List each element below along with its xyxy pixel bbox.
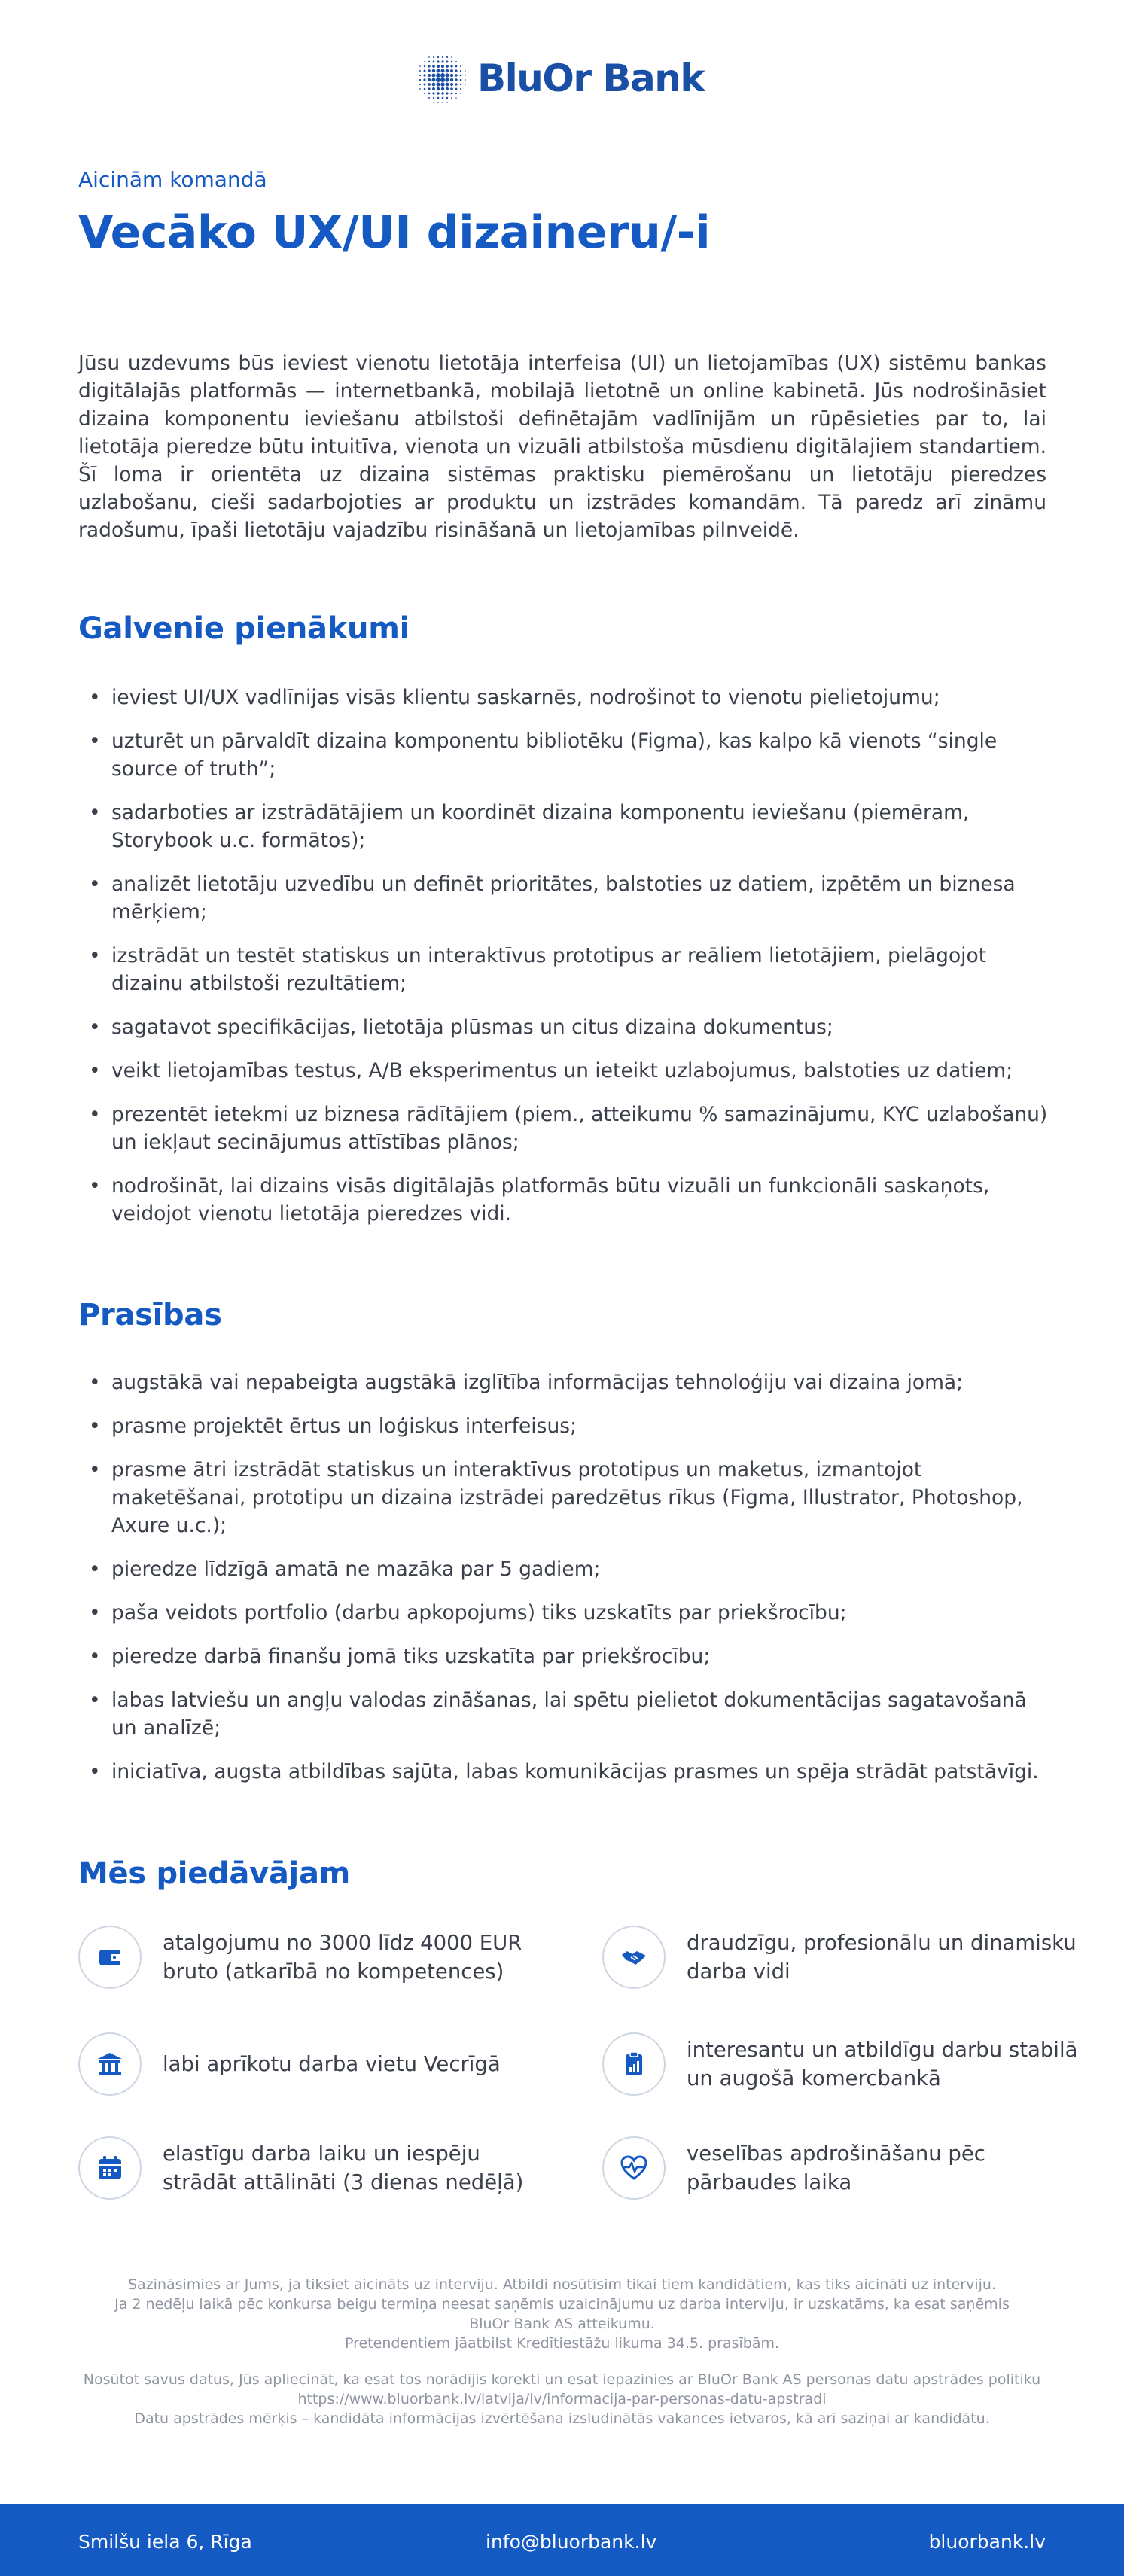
legal-line: Pretendentiem jāatbilst Kredītiestāžu likuma 34.5. prasībām. — [344, 2335, 780, 2352]
list-item: • ieviest UI/UX vadlīnijas visās klientu saskarnēs, nodrošinot to vienotu pielietojumu; — [78, 684, 1057, 711]
wallet-icon — [96, 1944, 123, 1971]
privacy-policy-link[interactable]: https://www.bluorbank.lv/latvija/lv/informacija-par-personas-datu-apstradi — [297, 2391, 827, 2407]
duties-heading: Galvenie pienākumi — [78, 611, 410, 646]
privacy-notice — [0, 2370, 1124, 2428]
offer-text: labi aprīkotu darba vietu Vecrīgā — [163, 2052, 501, 2076]
legal-line: Sazināsimies ar Jums, ja tiksiet aicināts uz interviju. Atbildi nosūtīsim tikai tiem kandidātiem, kas tiks aicināti uz interviju. — [127, 2276, 996, 2293]
offer-item-schedule — [78, 2136, 554, 2200]
logo-mark-icon — [413, 50, 470, 107]
bank-building-icon — [96, 2051, 123, 2078]
offer-text: draudzīgu, profesionālu un dinamisku darba vidi — [687, 1931, 1077, 1984]
list-item: • nodrošināt, lai dizains visās digitālajās platformās būtu vizuāli un funkcionāli saskaņots, veidojot vienotu lietotāja pieredzes vidi. — [78, 1172, 1057, 1228]
heart-pulse-icon — [620, 2154, 647, 2182]
list-item: • sadarboties ar izstrādātājiem un koordinēt dizaina komponentu ieviešanu (piemēram, Storybook u.c. formātos); — [78, 799, 1057, 854]
footer-website-link[interactable]: bluorbank.lv — [928, 2531, 1046, 2553]
offer-text: veselības apdrošināšanu pēc pārbaudes laika — [687, 2142, 985, 2194]
list-item: • prasme projektēt ērtus un loģiskus interfeisus; — [78, 1412, 1057, 1440]
duties-list — [78, 684, 1057, 1228]
list-item: • prasme ātri izstrādāt statiskus un interaktīvus prototipus un maketus, izmantojot maketēšanai, prototipu un dizaina izstrādei paredzētus rīkus (Figma, Illustrator, Photoshop, Axure u.c.); — [78, 1456, 1057, 1539]
list-item: • paša veidots portfolio (darbu apkopojums) tiks uzskatīts par priekšrocību; — [78, 1599, 1057, 1627]
page-title: Vecāko UX/UI dizaineru/-i — [78, 206, 711, 259]
offer-icon-circle — [78, 2136, 142, 2200]
offer-text: atalgojumu no 3000 līdz 4000 EUR bruto (atkarībā no kompetences) — [163, 1931, 522, 1984]
list-item: • prezentēt ietekmi uz biznesa rādītājiem (piem., atteikumu % samazinājumu, KYC uzlabošanu) un iekļaut secinājumus attīstības plānos; — [78, 1101, 1057, 1156]
footer-bar — [0, 2504, 1124, 2576]
eyebrow-text: Aicinām komandā — [78, 167, 267, 192]
offer-heading: Mēs piedāvājam — [78, 1856, 351, 1891]
offer-icon-circle — [78, 2032, 142, 2096]
offer-icon-circle — [602, 2136, 666, 2200]
list-item: • pieredze darbā finanšu jomā tiks uzskatīta par priekšrocību; — [78, 1643, 1057, 1670]
list-item: • veikt lietojamības testus, A/B eksperimentus un ieteikt uzlabojumus, balstoties uz datiem; — [78, 1057, 1057, 1085]
offer-icon-circle — [602, 2032, 666, 2096]
requirements-list — [78, 1369, 1057, 1786]
calendar-icon — [96, 2154, 123, 2182]
offer-item-work — [602, 2032, 1078, 2096]
offer-item-salary — [78, 1926, 554, 1989]
brand-logo — [413, 48, 704, 108]
list-item: • iniciatīva, augsta atbildības sajūta, labas komunikācijas prasmes un spēja strādāt patstāvīgi. — [78, 1758, 1057, 1786]
legal-line: Datu apstrādes mērķis – kandidāta informācijas izvērtēšana izsludinātās vakances ietvaros, kā arī saziņai ar kandidātu. — [134, 2410, 990, 2427]
list-item: • augstākā vai nepabeigta augstākā izglītība informācijas tehnoloģiju vai dizaina jomā; — [78, 1369, 1057, 1396]
list-item: • izstrādāt un testēt statiskus un interaktīvus prototipus ar reāliem lietotājiem, pielāgojot dizainu atbilstoši rezultātiem; — [78, 942, 1057, 997]
list-item: • labas latviešu un angļu valodas zināšanas, lai spētu pielietot dokumentācijas sagatavošanā un analīzē; — [78, 1686, 1057, 1742]
legal-notice — [0, 2275, 1124, 2353]
list-item: • uzturēt un pārvaldīt dizaina komponentu bibliotēku (Figma), kas kalpo kā vienots “single source of truth”; — [78, 727, 1057, 783]
legal-line: Ja 2 nedēļu laikā pēc konkursa beigu termiņa neesat saņēmis uzaicinājumu uz darba interviju, ir uzskatāms, ka esat saņēmis — [114, 2296, 1010, 2313]
legal-line: Nosūtot savus datus, Jūs apliecināt, ka esat tos norādījis korekti un esat iepazinies ar BluOr Bank AS personas datu apstrādes politiku — [83, 2371, 1041, 2388]
handshake-icon — [620, 1944, 647, 1971]
offer-item-workplace — [78, 2032, 554, 2096]
offer-item-insurance — [602, 2136, 1078, 2200]
offer-icon-circle — [602, 1926, 666, 1989]
list-item: • pieredze līdzīgā amatā ne mazāka par 5 gadiem; — [78, 1555, 1057, 1583]
offer-item-environment — [602, 1926, 1078, 1989]
offer-text: interesantu un atbildīgu darbu stabilā un augošā komercbankā — [687, 2038, 1078, 2090]
list-item: • sagatavot specifikācijas, lietotāja plūsmas un citus dizaina dokumentus; — [78, 1013, 1057, 1041]
footer-email-link[interactable]: info@bluorbank.lv — [486, 2531, 657, 2553]
intro-paragraph: Jūsu uzdevums būs ieviest vienotu lietotāja interfeisa (UI) un lietojamības (UX) sistēmu bankas digitālajās platformās — internetbankā, mobilajā lietotnē un online kabinetā. Jūs nodrošināsiet dizaina komponentu ieviešanu atbilstoši definētajām vadlīnijām un rūpēsieties par to, lai lietotāja pieredze būtu intuitīva, vienota un vizuāli atbilstoša mūsdienu digitālajiem standartiem. Šī loma ir orientēta uz dizaina sistēmas praktisku piemērošanu un lietotāju pieredzes uzlabošanu, cieši sadarbojoties ar produktu un izstrādes komandām. Tā paredz arī zināmu radošumu, īpaši lietotāju vajadzību risināšanā un lietojamības pilnveidē. — [78, 352, 1046, 542]
list-item: • analizēt lietotāju uzvedību un definēt prioritātes, balstoties uz datiem, izpētēm un biznesa mērķiem; — [78, 870, 1057, 926]
requirements-heading: Prasības — [78, 1298, 222, 1332]
brand-name: BluOr Bank — [477, 56, 705, 100]
offer-icon-circle — [78, 1926, 142, 1989]
offer-text: elastīgu darba laiku un iespēju strādāt attālināti (3 dienas nedēļā) — [163, 2142, 524, 2194]
legal-line: BluOr Bank AS atteikumu. — [469, 2316, 655, 2332]
footer-address: Smilšu iela 6, Rīga — [78, 2531, 252, 2553]
clipboard-chart-icon — [620, 2051, 647, 2078]
